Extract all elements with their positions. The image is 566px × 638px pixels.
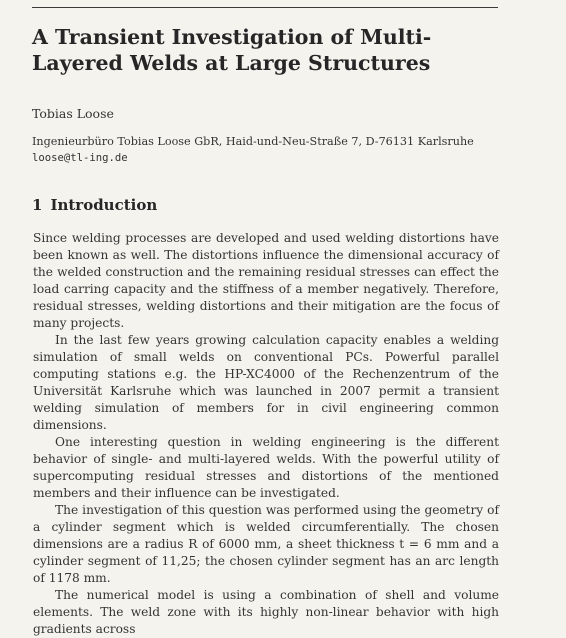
section-number: 1 (32, 196, 43, 214)
author-email[interactable]: loose@tl-ing.de (32, 152, 128, 164)
paragraph: The investigation of this question was performed using the geometry of a cylinder segment which is welded circumferentially. The chosen dimensions are a radius R of 6000 mm, a sheet thickness t = 6 mm and a cylinder segment of 11,25; the chosen cylinder segment has an arc length of 1178 mm. (33, 503, 499, 585)
paragraph: The numerical model is using a combination of shell and volume elements. The weld zone with its highly non-linear behavior with high gradients across (33, 588, 499, 636)
affiliation-block (32, 133, 532, 167)
paragraph: In the last few years growing calculation capacity enables a welding simulation of small welds on conventional PCs. Powerful parallel computing stations e.g. the HP-XC4000 of the Rechenzentrum of the Universität Karlsruhe which was launched in 2007 permit a transient welding simulation of members for in civil engineering common dimensions. (33, 333, 499, 432)
affiliation: Ingenieurbüro Tobias Loose GbR, Haid-und-Neu-Straße 7, D-76131 Karlsruhe (32, 135, 474, 148)
body-text (33, 230, 499, 638)
section-title: Introduction (50, 196, 158, 214)
author-name: Tobias Loose (32, 106, 114, 121)
paragraph: One interesting question in welding engineering is the different behavior of single- and multi-layered welds. With the powerful utility of supercomputing residual stresses and distortions of the mentioned members and their influence can be investigated. (33, 435, 499, 500)
paragraph: Since welding processes are developed and used welding distortions have been known as well. The distortions influence the dimensional accuracy of the welded construction and the remaining residual stresses can effect the load carring capacity and the stiffness of a member negatively. Therefore, residual stresses, welding distortions and their mitigation are the focus of many projects. (33, 231, 499, 330)
section-heading (32, 196, 157, 214)
header-rule (32, 7, 498, 8)
paper-title: A Transient Investigation of Multi-Layered Welds at Large Structures (32, 25, 432, 75)
